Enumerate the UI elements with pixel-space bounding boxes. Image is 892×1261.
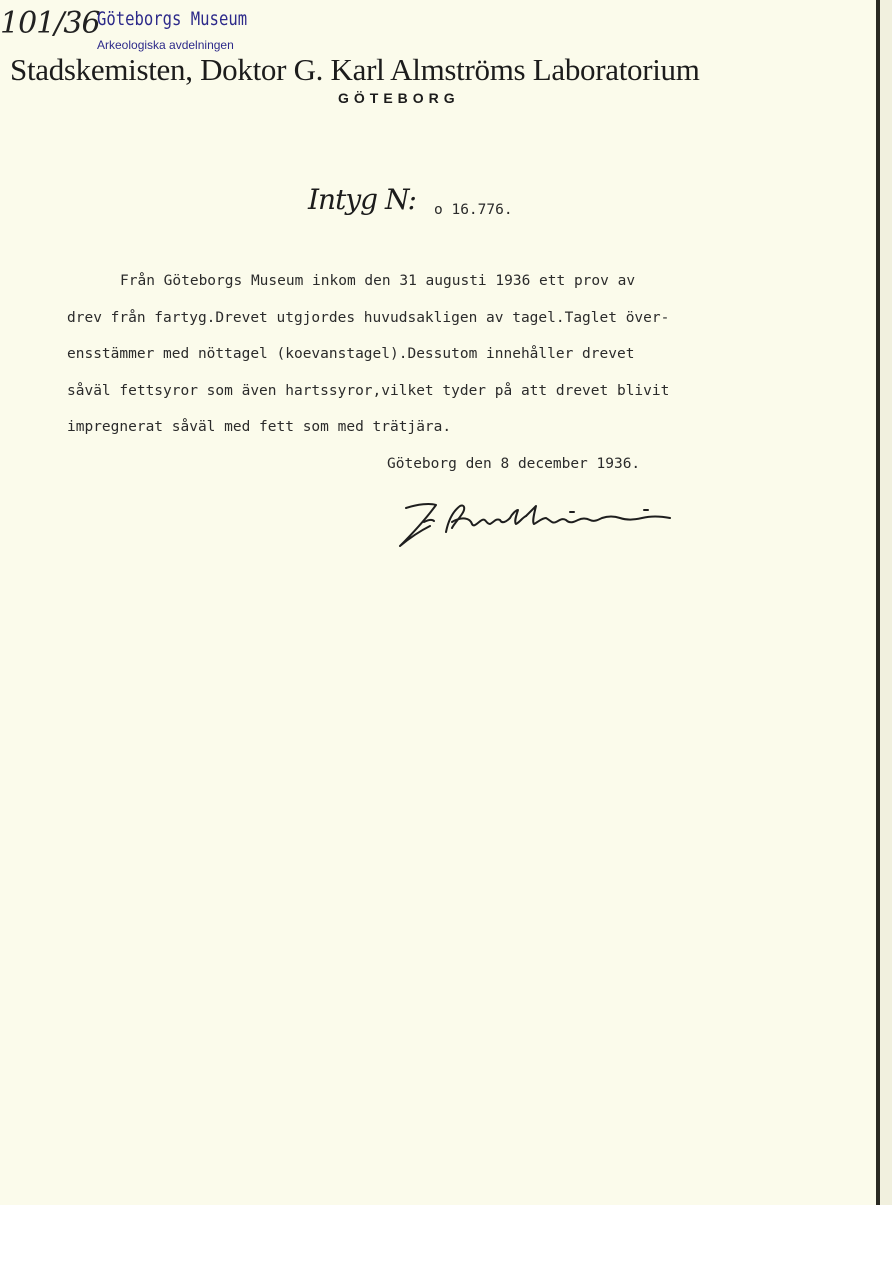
body-line: Från Göteborgs Museum inkom den 31 augusti 1936 ett prov av	[120, 273, 636, 289]
letterhead-city: GÖTEBORG	[338, 90, 460, 106]
museum-stamp-title: Göteborgs Museum	[97, 8, 248, 30]
museum-stamp-subtitle: Arkeologiska avdelningen	[97, 38, 234, 52]
page-edge-strip	[880, 0, 892, 1205]
dateline: Göteborg den 8 december 1936.	[387, 456, 641, 472]
body-line: impregnerat såväl med fett som med trätjära.	[67, 419, 452, 435]
certificate-label: Intyg N:	[308, 183, 416, 216]
body-line: ensstämmer med nöttagel (koevanstagel).Dessutom innehåller drevet	[67, 346, 635, 362]
body-line: drev från fartyg.Drevet utgjordes huvudsakligen av tagel.Taglet över-	[67, 310, 670, 326]
scan-margin	[0, 1205, 892, 1261]
certificate-number: o 16.776.	[434, 202, 513, 218]
handwritten-signature-icon	[394, 492, 694, 557]
body-line: såväl fettsyror som även hartssyror,vilket tyder på att drevet blivit	[67, 383, 670, 399]
archive-number: 101/36	[0, 6, 100, 41]
letterhead-title: Stadskemisten, Doktor G. Karl Almströms Laboratorium	[10, 52, 700, 87]
